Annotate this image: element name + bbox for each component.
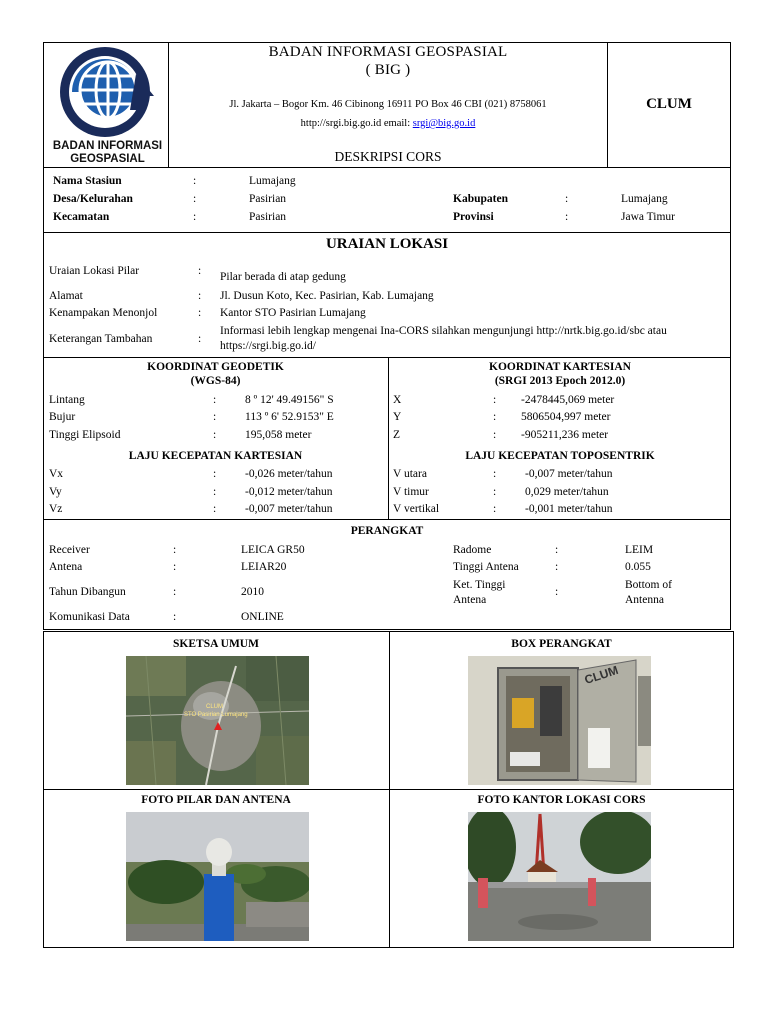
web-email-prefix: http://srgi.big.go.id email: — [300, 118, 413, 129]
colon: : — [493, 394, 497, 406]
colon: : — [493, 503, 497, 515]
satellite-map-image — [126, 656, 309, 785]
keterangan-value-2: https://srgi.big.go.id/ — [220, 340, 316, 352]
y-value: 5806504,997 meter — [521, 411, 611, 423]
pillar-antenna-image — [126, 812, 309, 941]
colon: : — [555, 544, 559, 556]
v-vertikal-label: V vertikal — [393, 503, 440, 515]
antena-label: Antena — [49, 561, 83, 573]
geodetik-subtitle: (WGS-84) — [190, 375, 241, 387]
tinggi-elipsoid-label: Tinggi Elipsoid — [49, 429, 121, 441]
vz-label: Vz — [49, 503, 63, 515]
tinggi-elipsoid-value: 195,058 meter — [245, 429, 312, 441]
colon: : — [198, 307, 202, 319]
x-label: X — [393, 394, 402, 406]
colon: : — [213, 503, 217, 515]
kecamatan-value: Pasirian — [249, 211, 287, 223]
bujur-label: Bujur — [49, 411, 76, 423]
provinsi-label: Provinsi — [453, 211, 494, 223]
ket-tinggi-label-2: Antena — [453, 594, 487, 606]
vy-value: -0,012 meter/tahun — [245, 486, 333, 498]
kabupaten-label: Kabupaten — [453, 193, 508, 205]
v-vertikal-value: -0,001 meter/tahun — [525, 503, 613, 515]
kecamatan-label: Kecamatan — [53, 211, 110, 223]
big-logo — [50, 44, 165, 166]
alamat-value: Jl. Dusun Koto, Kec. Pasirian, Kab. Lumajang — [220, 290, 434, 302]
radome-value: LEIM — [625, 544, 654, 556]
z-value: -905211,236 meter — [521, 429, 609, 441]
logo-text-line1: BADAN INFORMASI — [52, 140, 163, 152]
colon: : — [555, 586, 559, 598]
perangkat-title: PERANGKAT — [350, 525, 424, 537]
colon: : — [173, 561, 177, 573]
org-name: BADAN INFORMASI GEOSPASIAL — [268, 44, 508, 60]
colon: : — [213, 429, 217, 441]
foto-kantor-title: FOTO KANTOR LOKASI CORS — [477, 794, 646, 806]
email-link[interactable]: srgi@big.go.id — [412, 118, 476, 129]
colon: : — [213, 394, 217, 406]
colon: : — [565, 193, 569, 205]
nama-stasiun-value: Lumajang — [249, 175, 296, 187]
colon: : — [493, 468, 497, 480]
colon: : — [213, 411, 217, 423]
kenampakan-value: Kantor STO Pasirian Lumajang — [220, 307, 366, 319]
colon: : — [493, 411, 497, 423]
vx-label: Vx — [49, 468, 64, 480]
y-label: Y — [393, 411, 402, 423]
lokasi-bottom-line — [43, 357, 731, 358]
x-value: -2478445,069 meter — [521, 394, 615, 406]
colon: : — [565, 211, 569, 223]
colon: : — [173, 611, 177, 623]
colon: : — [173, 586, 177, 598]
colon: : — [555, 561, 559, 573]
radome-label: Radome — [453, 544, 492, 556]
provinsi-value: Jawa Timur — [621, 211, 675, 223]
alamat-label: Alamat — [49, 290, 83, 302]
uraian-lokasi-title: URAIAN LOKASI — [325, 236, 449, 252]
komunikasi-label: Komunikasi Data — [49, 611, 130, 623]
kartesian-title: KOORDINAT KARTESIAN — [489, 361, 631, 373]
vz-value: -0,007 meter/tahun — [245, 503, 333, 515]
desa-value: Pasirian — [249, 193, 287, 205]
station-bottom-line — [43, 232, 731, 233]
colon: : — [213, 468, 217, 480]
colon: : — [198, 265, 202, 277]
station-code: CLUM — [646, 96, 692, 112]
pilar-value: Pilar berada di atap gedung — [220, 271, 346, 283]
colon: : — [493, 486, 497, 498]
receiver-label: Receiver — [49, 544, 90, 556]
org-address: Jl. Jakarta – Bogor Km. 46 Cibinong 16911 PO Box 46 CBI (021) 8758061 — [229, 99, 547, 110]
map-label-1: CLUM — [206, 704, 224, 710]
map-label-2: STO Pasirian Lumajang — [184, 712, 248, 718]
colon: : — [198, 290, 202, 302]
keterangan-value-1: Informasi lebih lengkap mengenai Ina-CORS silahkan mengunjungi http://nrtk.big.go.id/sbc atau — [220, 325, 667, 337]
box-perangkat-title: BOX PERANGKAT — [511, 638, 612, 650]
kabupaten-value: Lumajang — [621, 193, 668, 205]
v-utara-value: -0,007 meter/tahun — [525, 468, 613, 480]
colon: : — [193, 175, 197, 187]
tinggi-antena-label: Tinggi Antena — [453, 561, 519, 573]
komunikasi-value: ONLINE — [241, 611, 284, 623]
box-label: CLUM — [582, 662, 620, 688]
bujur-value: 113 º 6' 52.9153" E — [245, 411, 334, 423]
ket-tinggi-label-1: Ket. Tinggi — [453, 579, 506, 591]
colon: : — [198, 333, 202, 345]
laju-toposentrik-title: LAJU KECEPATAN TOPOSENTRIK — [465, 450, 655, 462]
nama-stasiun-label: Nama Stasiun — [53, 175, 122, 187]
v-utara-label: V utara — [393, 468, 427, 480]
logo-text-line2: GEOSPASIAL — [70, 153, 145, 165]
colon: : — [213, 486, 217, 498]
colon: : — [193, 193, 197, 205]
org-abbr: ( BIG ) — [365, 62, 411, 78]
doc-title: DESKRIPSI CORS — [334, 149, 442, 164]
colon: : — [193, 211, 197, 223]
colon: : — [173, 544, 177, 556]
z-label: Z — [393, 429, 401, 441]
lintang-label: Lintang — [49, 394, 85, 406]
antena-value: LEIAR20 — [241, 561, 287, 573]
org-web-email — [169, 118, 607, 129]
ket-tinggi-value-2: Antenna — [625, 594, 664, 606]
v-timur-value: 0,029 meter/tahun — [525, 486, 609, 498]
pilar-label: Uraian Lokasi Pilar — [49, 265, 140, 277]
office-location-image — [468, 812, 651, 941]
tahun-value: 2010 — [241, 586, 264, 598]
ket-tinggi-value-1: Bottom of — [625, 579, 672, 591]
laju-kartesian-title: LAJU KECEPATAN KARTESIAN — [128, 450, 303, 462]
keterangan-label: Keterangan Tambahan — [49, 333, 153, 345]
kenampakan-label: Kenampakan Menonjol — [49, 307, 158, 319]
v-timur-label: V timur — [393, 486, 429, 498]
foto-pilar-title: FOTO PILAR DAN ANTENA — [141, 794, 291, 806]
lintang-value: 8 º 12' 49.49156" S — [245, 394, 334, 406]
geodetik-title: KOORDINAT GEODETIK — [147, 361, 284, 373]
sketsa-title: SKETSA UMUM — [173, 638, 259, 650]
colon: : — [493, 429, 497, 441]
equipment-box-image — [468, 656, 651, 785]
vx-value: -0,026 meter/tahun — [245, 468, 333, 480]
desa-label: Desa/Kelurahan — [53, 193, 133, 205]
tahun-label: Tahun Dibangun — [49, 586, 126, 598]
tinggi-antena-value: 0.055 — [625, 561, 651, 573]
laju-bottom-line — [43, 519, 731, 520]
receiver-value: LEICA GR50 — [241, 544, 305, 556]
photos-divider-h — [43, 789, 734, 790]
globe-logo-icon — [50, 44, 165, 144]
kartesian-subtitle: (SRGI 2013 Epoch 2012.0) — [494, 375, 626, 387]
header-bottom-line — [43, 167, 731, 168]
vy-label: Vy — [49, 486, 62, 498]
